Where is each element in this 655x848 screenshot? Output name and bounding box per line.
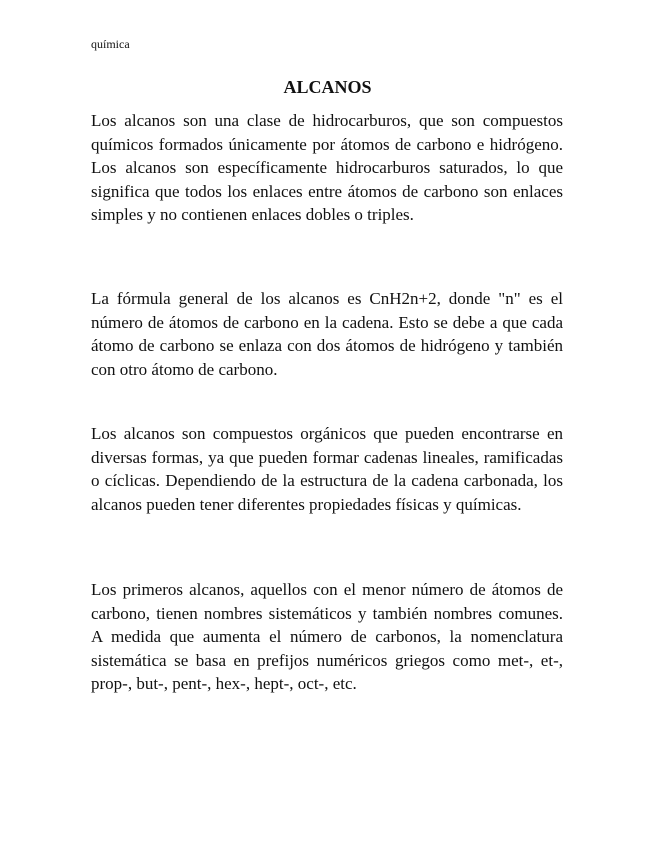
paragraph-4: Los primeros alcanos, aquellos con el menor número de átomos de carbono, tienen nombres sistemáticos y también nombres comunes. A medida que aumenta el número de carbonos, la nomenclatura sistemática se basa en prefijos numéricos griegos como met-, et-, prop-, but-, pent-, hex-, hept-, oct-, etc. [91, 580, 563, 694]
paragraph-2: La fórmula general de los alcanos es CnH2n+2, donde "n" es el número de átomos de carbono en la cadena. Esto se debe a que cada átomo de carbono se enlaza con dos átomos de hidrógeno y también con otro átomo de carbono. [91, 289, 563, 379]
paragraph-3: Los alcanos son compuestos orgánicos que pueden encontrarse en diversas formas, ya que pueden formar cadenas lineales, ramificadas o cíclicas. Dependiendo de la estructura de la cadena carbonada, los alcanos pueden tener diferentes propiedades físicas y químicas. [91, 424, 563, 514]
page-header: química [91, 37, 130, 51]
document-title: ALCANOS [283, 77, 372, 97]
paragraph-1: Los alcanos son una clase de hidrocarburos, que son compuestos químicos formados únicamente por átomos de carbono e hidrógeno. Los alcanos son específicamente hidrocarburos saturados, lo que significa que todos los enlaces entre átomos de carbono son enlaces simples y no contienen enlaces dobles o triples. [91, 111, 563, 225]
